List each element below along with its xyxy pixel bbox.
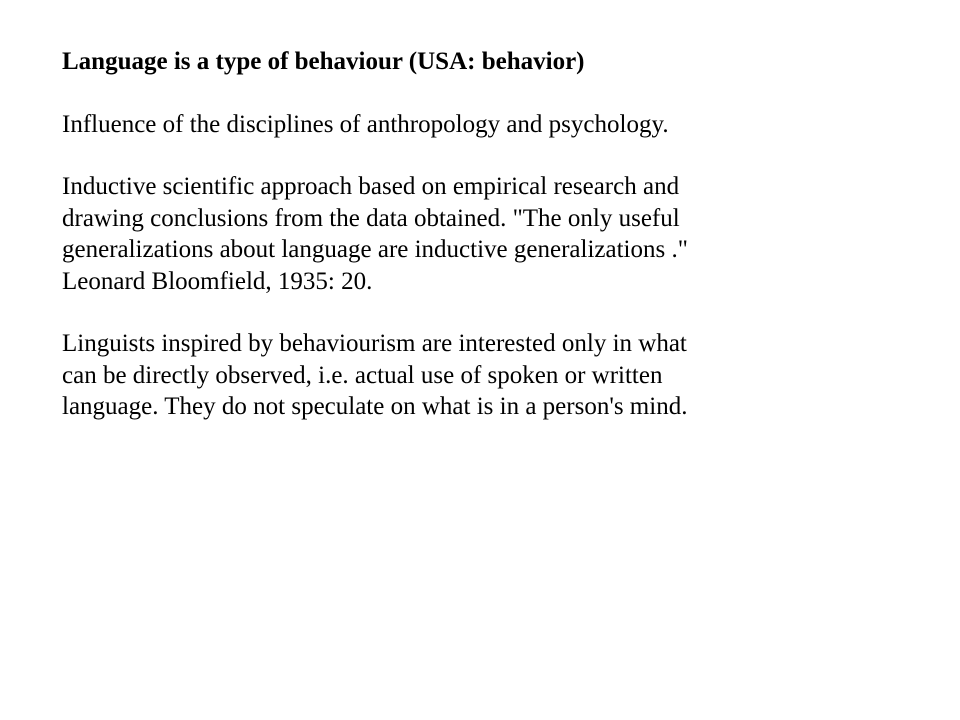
slide-heading: Language is a type of behaviour (USA: behavior) xyxy=(62,48,585,75)
slide-text-block xyxy=(62,46,922,454)
paragraph-line: Inductive scientific approach based on empirical research and xyxy=(62,173,680,200)
paragraph-line: Linguists inspired by behaviourism are interested only in what xyxy=(62,330,687,357)
paragraph-line: generalizations about language are inductive generalizations ." xyxy=(62,236,688,263)
paragraph-line: language. They do not speculate on what is in a person's mind. xyxy=(62,393,688,420)
paragraph-line-citation: Leonard Bloomfield, 1935: 20. xyxy=(62,267,373,295)
paragraph-disciplines xyxy=(62,109,922,141)
paragraph-inductive-approach xyxy=(62,171,922,297)
paragraph-line: drawing conclusions from the data obtained. "The only useful xyxy=(62,204,680,232)
paragraph-line: can be directly observed, i.e. actual use of spoken or written xyxy=(62,361,663,389)
paragraph-behaviourism xyxy=(62,328,922,423)
paragraph-line: Influence of the disciplines of anthropology and psychology. xyxy=(62,110,669,138)
